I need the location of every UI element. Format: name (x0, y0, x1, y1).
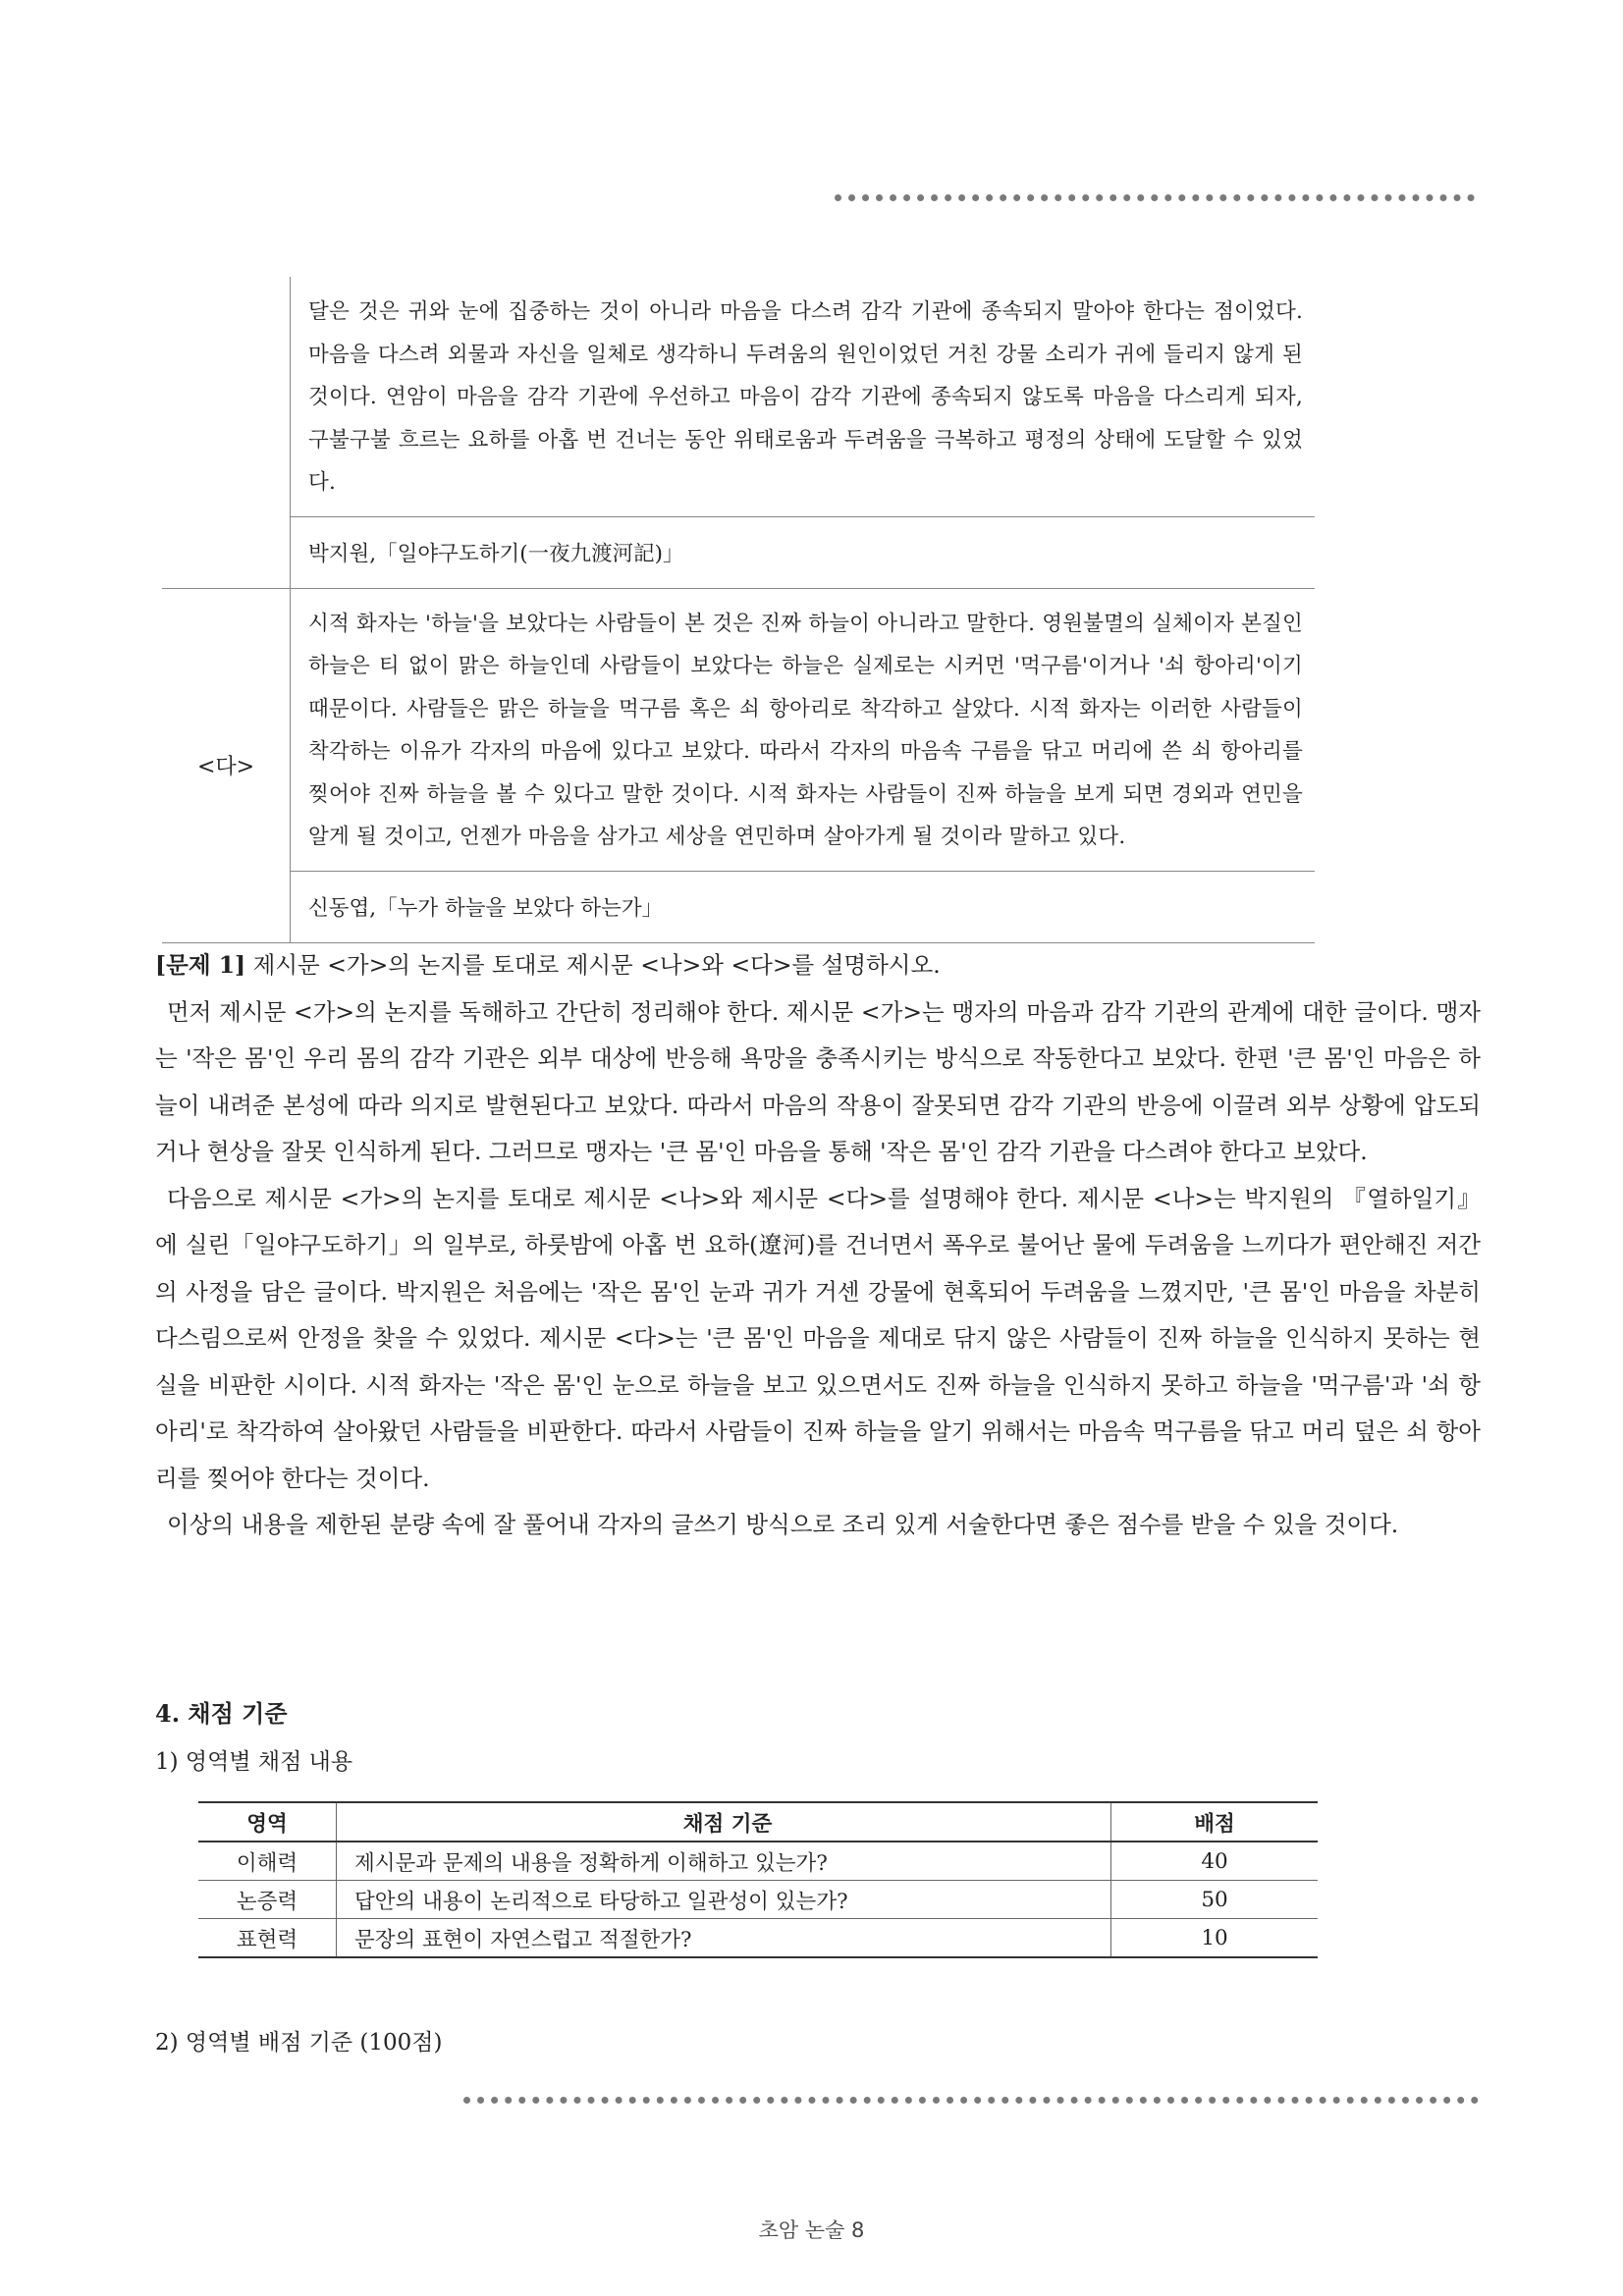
grading-subtitle-content: 1) 영역별 채점 내용 (155, 1749, 353, 1775)
criteria-cell: 제시문과 문제의 내용을 정확하게 이해하고 있는가? (337, 1842, 1111, 1881)
criteria-cell: 문장의 표현이 자연스럽고 적절한가? (337, 1919, 1111, 1958)
top-dotted-rule (835, 194, 1475, 201)
passage-da-body: 시적 화자는 '하늘'을 보았다는 사람들이 본 것은 진짜 하늘이 아니라고 말한다. 영원불멸의 실체이자 본질인 하늘은 티 없이 맑은 하늘인데 사람들이 보았다는 하늘은 실제로는 시커먼 '먹구름'이거나 '쇠 항아리'이기 때문이다. 사람들은 맑은 하늘을 먹구름 혹은 쇠 항아리로 착각하고 살았다. 시적 화자는 이러한 사람들이 착각하는 이유가 각자의 마음에 있다고 보았다. 따라서 각자의 마음속 구름을 닦고 머리에 쓴 쇠 항아리를 찢어야 진짜 하늘을 볼 수 있다고 말한 것이다. 시적 화자는 사람들이 진짜 하늘을 보게 되면 경외과 연민을 알게 될 것이고, 언젠가 마음을 삼가고 세상을 연민하며 살아가게 될 것이라 말하고 있다. (291, 588, 1316, 871)
header-area: 영역 (198, 1802, 337, 1842)
area-cell: 표현력 (198, 1919, 337, 1958)
answer-paragraph: 이상의 내용을 제한된 분량 속에 잘 풀어내 각자의 글쓰기 방식으로 조리 있게 서술한다면 좋은 점수를 받을 수 있을 것이다. (167, 1511, 1399, 1538)
passage-table (162, 277, 1315, 943)
passage-na-source: 박지원,「일야구도하기(一夜九渡河記)」 (291, 516, 1316, 588)
points-cell: 50 (1111, 1881, 1319, 1919)
criteria-cell: 답안의 내용이 논리적으로 타당하고 일관성이 있는가? (337, 1881, 1111, 1919)
question-label: [문제 1] (155, 951, 246, 979)
answer-paragraph: 먼저 제시문 <가>의 논지를 독해하고 간단히 정리해야 한다. 제시문 <가>는 맹자의 마음과 감각 기관의 관계에 대한 글이다. 맹자는 '작은 몸'인 우리 몸의 감각 기관은 외부 대상에 반응해 욕망을 충족시키는 방식으로 작동한다고 보았다. 한편 '큰 몸'인 마음은 하늘이 내려준 본성에 따라 의지로 발현된다고 보았다. 따라서 마음의 작용이 잘못되면 감각 기관의 반응에 이끌려 외부 상황에 압도되거나 현상을 잘못 인식하게 된다. 그러므로 맹자는 '큰 몸'인 마음을 통해 '작은 몸'인 감각 기관을 다스려야 한다고 보았다. (155, 997, 1481, 1165)
answer-section (155, 942, 1481, 1549)
table-row (198, 1842, 1318, 1881)
area-cell: 논증력 (198, 1881, 337, 1919)
grading-title: 4. 채점 기준 (155, 1699, 288, 1728)
table-row (198, 1881, 1318, 1919)
answer-paragraph: 다음으로 제시문 <가>의 논지를 토대로 제시문 <나>와 제시문 <다>를 설명해야 한다. 제시문 <나>는 박지원의 『열하일기』에 실린「일야구도하기」의 일부로, 하룻밤에 아홉 번 요하(遼河)를 건너면서 폭우로 불어난 물에 두려움을 느끼다가 편안해진 저간의 사정을 담은 글이다. 박지원은 처음에는 '작은 몸'인 눈과 귀가 거센 강물에 현혹되어 두려움을 느꼈지만, '큰 몸'인 마음을 차분히 다스림으로써 안정을 찾을 수 있었다. 제시문 <다>는 '큰 몸'인 마음을 제대로 닦지 않은 사람들이 진짜 하늘을 인식하지 못하는 현실을 비판한 시이다. 시적 화자는 '작은 몸'인 눈으로 하늘을 보고 있으면서도 진짜 하늘을 인식하지 못하고 하늘을 '먹구름'과 '쇠 항아리'로 착각하여 살아왔던 사람들을 비판한다. 따라서 사람들이 진짜 하늘을 알기 위해서는 마음속 먹구름을 닦고 머리 덮은 쇠 항아리를 찢어야 한다는 것이다. (155, 1184, 1481, 1492)
passage-label-na (162, 277, 291, 588)
question-text: 제시문 <가>의 논지를 토대로 제시문 <나>와 <다>를 설명하시오. (245, 951, 941, 979)
grading-subtitle-points: 2) 영역별 배점 기준 (100점) (155, 2030, 443, 2056)
question-title (155, 942, 1481, 989)
page-footer: 초암 논술 8 (758, 2218, 865, 2242)
passage-da-source: 신동엽,「누가 하늘을 보았다 하는가」 (291, 871, 1316, 942)
area-cell: 이해력 (198, 1842, 337, 1881)
header-points: 배점 (1111, 1802, 1319, 1842)
points-cell: 10 (1111, 1919, 1319, 1958)
bottom-dotted-rule (463, 2097, 1479, 2104)
scoring-table (198, 1801, 1318, 1958)
passage-na-body: 달은 것은 귀와 눈에 집중하는 것이 아니라 마음을 다스려 감각 기관에 종속되지 말아야 한다는 점이었다. 마음을 다스려 외물과 자신을 일체로 생각하니 두려움의 원인이었던 거친 강물 소리가 귀에 들리지 않게 된 것이다. 연암이 마음을 감각 기관에 우선하고 마음이 감각 기관에 종속되지 않도록 마음을 다스리게 되자, 구불구불 흐르는 요하를 아홉 번 건너는 동안 위태로움과 두려움을 극복하고 평정의 상태에 도달할 수 있었다. (291, 277, 1316, 516)
header-criteria: 채점 기준 (337, 1802, 1111, 1842)
table-row (198, 1919, 1318, 1958)
passage-label-da: <다> (162, 588, 291, 942)
points-cell: 40 (1111, 1842, 1319, 1881)
